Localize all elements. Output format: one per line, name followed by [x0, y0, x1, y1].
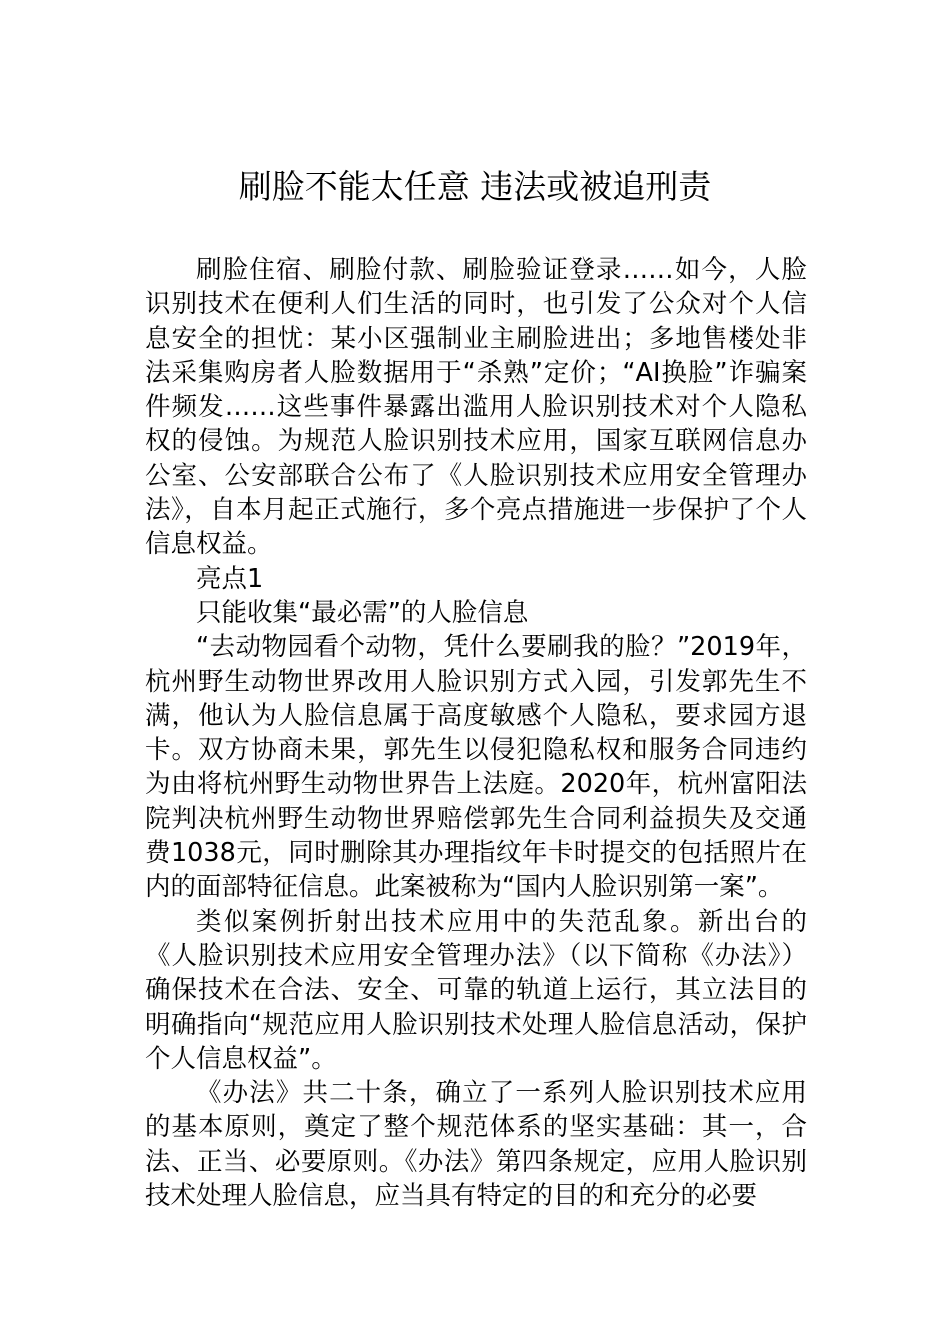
paragraph-intro: 刷脸住宿、刷脸付款、刷脸验证登录……如今，人脸识别技术在便利人们生活的同时，也引发了公众对个人信息安全的担忧：某小区强制业主刷脸进出；多地售楼处非法采集购房者人脸数据用于“杀熟”定价；“AI换脸”诈骗案件频发……这些事件暴露出滥用人脸识别技术对个人隐私权的侵蚀。为规范人脸识别技术应用，国家互联网信息办公室、公安部联合公布了《人脸识别技术应用安全管理办法》，自本月起正式施行，多个亮点措施进一步保护了个人信息权益。: [145, 255, 807, 560]
paragraph-principles: 《办法》共二十条，确立了一系列人脸识别技术应用的基本原则，奠定了整个规范体系的坚实基础：其一，合法、正当、必要原则。《办法》第四条规定，应用人脸识别技术处理人脸信息，应当具有特定的目的和充分的必要: [145, 1078, 807, 1212]
paragraph-regulation: 类似案例折射出技术应用中的失范乱象。新出台的《人脸识别技术应用安全管理办法》（以下简称《办法》）确保技术在合法、安全、可靠的轨道上运行，其立法目的明确指向“规范应用人脸识别技术处理人脸信息活动，保护个人信息权益”。: [145, 906, 807, 1074]
document-title: 刷脸不能太任意 违法或被追刑责: [238, 167, 712, 206]
section-label: 亮点1: [196, 563, 264, 594]
article-body: [145, 253, 807, 1213]
section-heading: 只能收集“最必需”的人脸信息: [196, 597, 529, 628]
paragraph-case: “去动物园看个动物，凭什么要刷我的脸？”2019年，杭州野生动物世界改用人脸识别方式入园，引发郭先生不满，他认为人脸信息属于高度敏感个人隐私，要求园方退卡。双方协商未果，郭先生以侵犯隐私权和服务合同违约为由将杭州野生动物世界告上法庭。2020年，杭州富阳法院判决杭州野生动物世界赔偿郭先生合同利益损失及交通费1038元，同时删除其办理指纹年卡时提交的包括照片在内的面部特征信息。此案被称为“国内人脸识别第一案”。: [145, 632, 807, 903]
